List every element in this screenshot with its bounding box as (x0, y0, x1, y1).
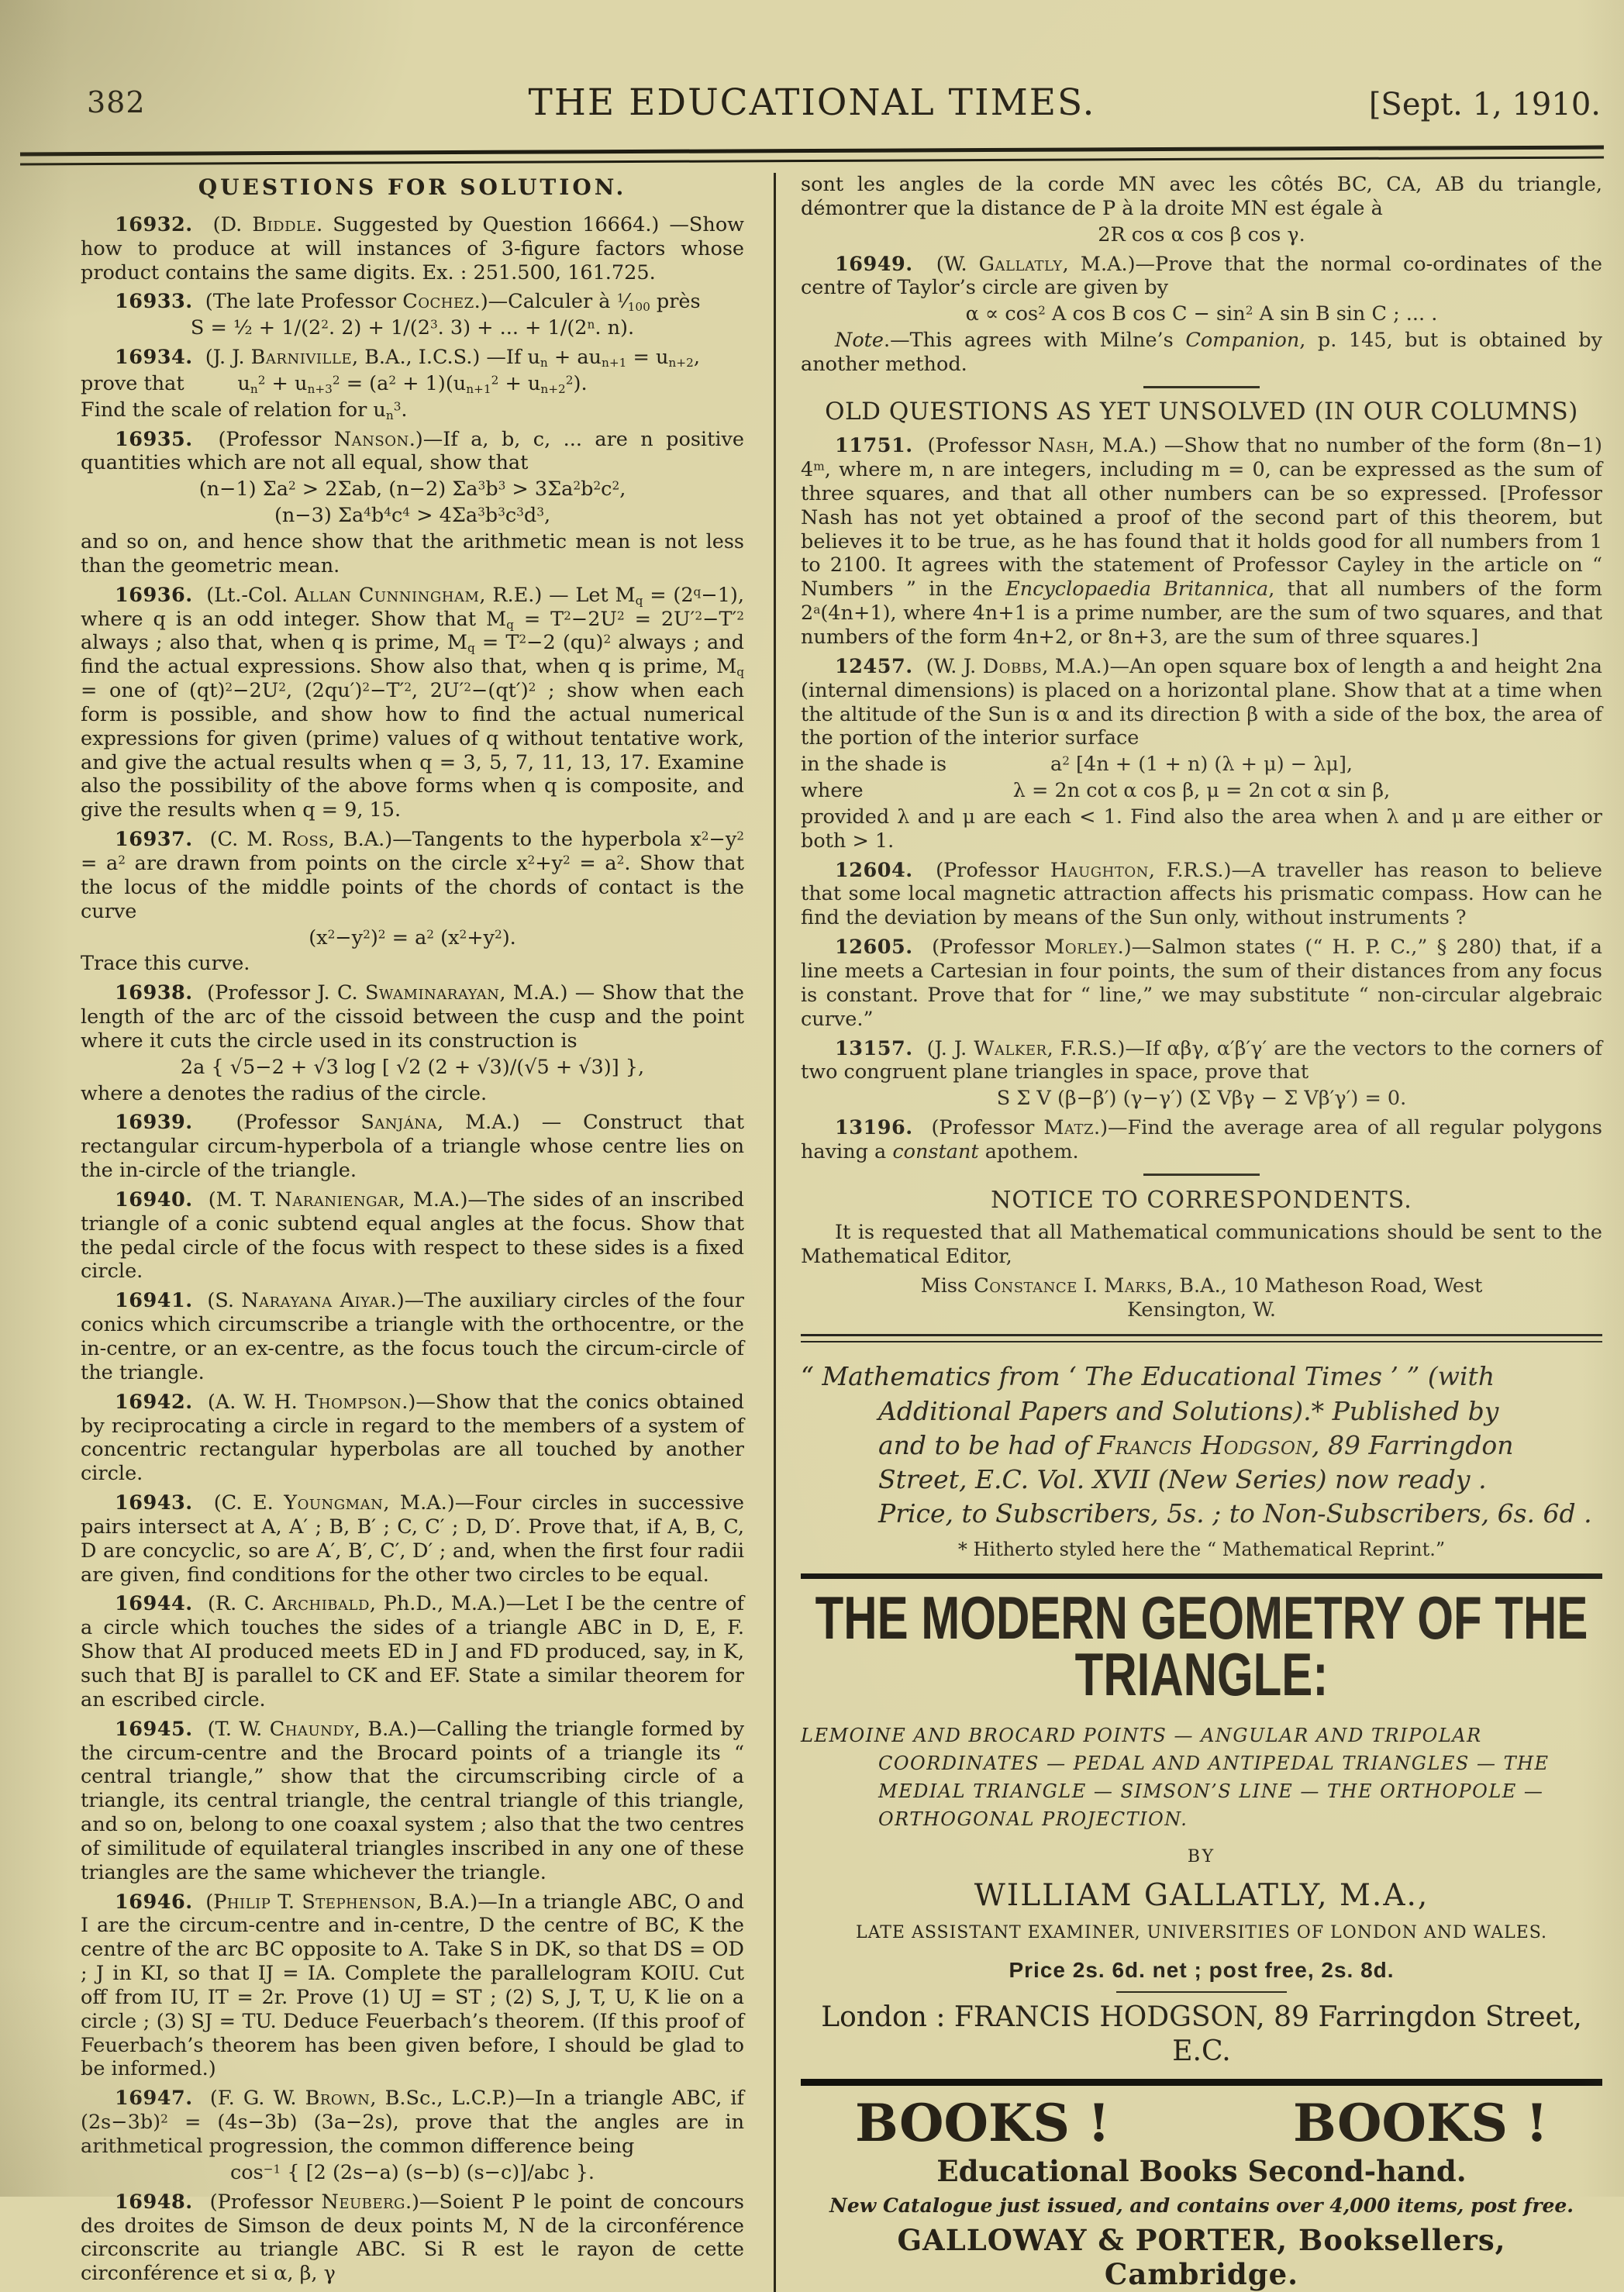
books-headline-left: BOOKS ! (855, 2093, 1110, 2154)
question-16945 (81, 1718, 744, 1885)
books-headline-row (801, 2093, 1602, 2154)
question-12457 (801, 655, 1602, 853)
formula-line: in the shade is $a^2$ [4n + (1 + n) (λ + μ) − λμ], (801, 753, 1353, 777)
question-13157 (801, 1037, 1602, 1112)
question-16941 (81, 1289, 744, 1384)
question-number: 16935. (115, 427, 193, 451)
advert-price: Price 2s. 6d. net ; post free, 2s. 8d. (1009, 1958, 1395, 1983)
question-13196 (801, 1116, 1602, 1164)
question-text: 16937. (C. M. Ross, B.A.)—Tangents to the hyperbola $x^2-y^2 = a^2$ are drawn from points on the circle $x^2+y^2 = a^2$. Show that the locus of the middle points of the chords of contact is the curve (81, 828, 745, 923)
advert-author-title: LATE ASSISTANT EXAMINER, UNIVERSITIES OF LONDON AND WALES. (855, 1922, 1548, 1942)
question-12605 (801, 936, 1602, 1031)
reprint-ad-line: Street, E.C. Vol. XVII (New Series) now ready . (878, 1464, 1487, 1495)
section-rule-2 (801, 2079, 1602, 2086)
question-number: 11751. (835, 434, 913, 458)
question-text: 13157. (J. J. Walker, F.R.S.)—If αβγ, α′β′γ′ are the vectors to the corners of two congruent plane triangles in space, prove that (801, 1036, 1602, 1084)
advert-publisher: London : FRANCIS HODGSON, 89 Farringdon Street, E.C. (821, 2001, 1582, 2067)
question-number: 16937. (115, 828, 193, 852)
books-catalogue-line: New Catalogue just issued, and contains over 4,000 items, post free. (829, 2194, 1574, 2218)
question-16935 (81, 428, 744, 578)
question-number: 12605. (835, 936, 913, 960)
question-number: 12457. (835, 654, 913, 678)
advert-subtitle: LEMOINE AND BROCARD POINTS — ANGULAR AND TRIPOLAR COORDINATES — PEDAL AND ANTIPEDAL TRIANGLES — THE MEDIAL TRIANGLE — SIMSON’S LINE — THE ORTHOPOLE — ORTHOGONAL PROJECTION. (801, 1725, 1550, 1831)
question-number: 16938. (115, 981, 193, 1005)
question-number: 16939. (115, 1111, 193, 1135)
advert-author: WILLIAM GALLATLY, M.A., (974, 1877, 1429, 1913)
column-divider-rule (774, 173, 776, 2292)
body-text: It is requested that all Mathematical communications should be sent to the Mathematical Editor, (801, 1221, 1602, 1268)
reprint-footnote: * Hitherto styled here the “ Mathematical Reprint.” (957, 1539, 1446, 1561)
reprint-ad-line: and to be had of Francis Hodgson, 89 Farringdon (878, 1429, 1514, 1460)
books-headline-right: BOOKS ! (1293, 2093, 1548, 2154)
page-header (20, 42, 1604, 124)
book-advert-modern-geometry (801, 1584, 1602, 2069)
advert-title-line1: THE MODERN GEOMETRY OF THE (815, 1584, 1588, 1652)
separator-rule (801, 1334, 1602, 1342)
page-number: 382 (87, 85, 146, 119)
question-number: 16943. (115, 1491, 193, 1515)
question-number: 16933. (115, 290, 193, 314)
question-number: 16934. (115, 346, 193, 370)
question-16944 (81, 1592, 744, 1711)
question-number: 16936. (115, 583, 193, 607)
question-number: 12604. (835, 858, 913, 882)
question-text: 16944. (R. C. Archibald, Ph.D., M.A.)—Let I be the centre of a circle which touches the sides of a triangle ABC in D, E, F. Show that AI produced meets ED in J and FD produced, say, in K, such that BJ is parallel to CK and EF. State a similar theorem for an escribed circle. (81, 1592, 744, 1711)
question-text: 16946. (Philip T. Stephenson, B.A.)—In a triangle ABC, O and I are the circum-centre and in-centre, D the centre of BC, K the centre of the arc BC opposite to A. Take S in DK, so that DS = OD ; J in KI, so that IJ = IA. Complete the parallelogram KOIU. Cut off from IU, IT = 2r. Prove (1) UJ = ST ; (2) S, J, T, U, K lie on a circle ; (3) SJ = TU. Deduce Feuerbach’s theorem. (If this proof of Feuerbach’s theorem has been given before, I should be glad to be informed.) (81, 1890, 744, 2081)
question-16942 (81, 1391, 744, 1486)
question-text: 16934. (J. J. Barniville, B.A., I.C.S.) —If $u_n + au_{n+1} = u_{n+2}$, (115, 346, 700, 370)
body-text: and so on, and hence show that the arithmetic mean is not less than the geometric mean. (81, 530, 744, 577)
body-text: sont les angles de la corde MN avec les côtés BC, CA, AB du triangle, démontrer que la distance de P à la droite MN est égale à (801, 173, 1602, 220)
question-16940 (81, 1188, 744, 1284)
formula-line: (n−3) $\Sigma a^4b^4c^4 > 4\Sigma a^3b^3c^3d^3$, (274, 504, 551, 528)
question-text: 16941. (S. Narayana Aiyar.)—The auxiliary circles of the four conics which circumscribe a triangle with the orthocentre, or the in-centre, or an ex-centre, as the focus touch the circum-circle of the triangle. (81, 1289, 744, 1384)
question-number: 13157. (835, 1036, 913, 1060)
question-number: 16947. (115, 2087, 193, 2111)
formula-line: 2a { √5−2 + √3 log [ √2 (2 + √3)/(√5 + √3)] }, (180, 1055, 645, 1079)
question-16934 (81, 346, 744, 422)
formula-line: $\alpha \propto \cos^2 A$ cos B $\cos C - \sin^2 A$ sin B sin C ; ... . (965, 302, 1438, 326)
reprint-advert-lines (801, 1360, 1602, 1531)
question-16933 (81, 290, 744, 340)
question-16946 (81, 1890, 744, 2082)
paragraph-block (801, 173, 1602, 247)
question-12604 (801, 859, 1602, 931)
books-bookseller: GALLOWAY & PORTER, Booksellers, Cambridge. (897, 2222, 1506, 2292)
question-text: 16935. (Professor Nanson.)—If a, b, c, ... are n positive quantities which are not all equal, show that (81, 427, 744, 475)
formula-line: $(x^2-y^2)^2 = a^2$ $(x^2+y^2)$. (309, 925, 516, 950)
reprint-advert (801, 1360, 1602, 1562)
centered-line: Miss Constance I. Marks, B.A., 10 Matheson Road, West (920, 1274, 1483, 1298)
question-16947 (81, 2087, 744, 2184)
body-text: Note.—This agrees with Milne’s Companion, p. 145, but is obtained by another method. (801, 329, 1603, 376)
question-number: 16948. (115, 2190, 193, 2214)
question-text: 16945. (T. W. Chaundy, B.A.)—Calling the triangle formed by the circum-centre and the Brocard points of a triangle its “ central triangle,” show that the circumscribing circle of a triangle, its central triangle, the central triangle of this triangle, and so on, belong to one coaxal system ; also that the two centres of similitude of equilateral triangles inscribed in any one of these triangles are the same whichever the triangle. (81, 1717, 744, 1884)
question-text: 16940. (M. T. Naraniengar, M.A.)—The sides of an inscribed triangle of a conic subtend equal angles at the focus. Show that the pedal circle of the focus with respect to these sides is a fixed circle. (81, 1187, 744, 1284)
reprint-ad-line: Additional Papers and Solutions).* Published by (878, 1395, 1499, 1426)
question-number: 16949. (835, 252, 913, 276)
question-number: 16946. (115, 1890, 193, 1914)
masthead-title: THE EDUCATIONAL TIMES. (528, 81, 1096, 124)
question-16949 (801, 253, 1602, 377)
question-11751 (801, 434, 1602, 650)
question-text: 16936. (Lt.-Col. Allan Cunningham, R.E.) — Let $M_q = (2^q-1)$, where q is an odd integer. Show that $M_q = T^2-2U^2 = 2U'^2-T'^2$ always ; also that, when q is prime, $M_q = T^2-2$ (qu)$^2$ always ; and find the actual expressions. Show also that, when q is prime, $M_q$ = one of $(qt)^2-2U^2$, $(2qu')^2-T'^2$, $2U'^2-(qt')^2$ ; show when each form is possible, and show how to find the actual numerical expressions for given (prime) values of q without tentative work, and give the actual results when q = 3, 5, 7, 11, 13, 17. Examine also the possibility of the above forms when q is composite, and give the results when q = 9, 15. (81, 583, 745, 822)
question-16936 (81, 584, 744, 822)
question-16932 (81, 213, 744, 285)
question-text: 16949. (W. Gallatly, M.A.)—Prove that the normal co-ordinates of the centre of Taylor’s circle are given by (801, 252, 1602, 300)
question-text: 16948. (Professor Neuberg.)—Soient P le point de concours des droites de Simson de deux points M, N de la circonférence circonscrite au triangle ABC. Si R est le rayon de cette circonférence et si α, β, γ (81, 2190, 744, 2286)
question-number: 16941. (115, 1289, 193, 1313)
formula-label: in the shade is (801, 753, 947, 777)
question-number: 16942. (115, 1390, 193, 1414)
body-text: Trace this curve. (81, 952, 250, 976)
question-16948 (81, 2190, 744, 2286)
paragraph-block (801, 1221, 1602, 1269)
section-heading: NOTICE TO CORRESPONDENTS. (991, 1186, 1412, 1214)
formula-line: S Σ V (β−β′) (γ−γ′) (Σ Vβγ − Σ Vβ′γ′) = 0. (996, 1087, 1407, 1111)
right-column (801, 173, 1604, 2292)
question-16937 (81, 828, 744, 976)
advert-title-line2: TRIANGLE: (1074, 1640, 1329, 1708)
right-column-items (801, 173, 1602, 1342)
body-text: Find the scale of relation for $u_n^3$. (81, 398, 408, 422)
header-rule (20, 146, 1604, 166)
formula-label: where (801, 779, 864, 803)
question-text: 16933. (The late Professor Cochez.)—Calculer à $^1⁄_{100}$ près (115, 290, 701, 315)
section-heading: QUESTIONS FOR SOLUTION. (198, 174, 627, 200)
reprint-ad-line: Price, to Subscribers, 5s. ; to Non-Subscribers, 6s. 6d . (878, 1498, 1592, 1529)
question-text: 12604. (Professor Haughton, F.R.S.)—A traveller has reason to believe that some local magnetic attraction affects his prismatic compass. How can he find the deviation by means of the Sun only, without instruments ? (801, 858, 1602, 930)
body-text: where a denotes the radius of the circle. (81, 1081, 488, 1105)
question-16939 (81, 1111, 744, 1183)
formula-line: prove that $u_n^2 + u_{n+3}^2 = (a^2 + 1)(u_{n+1}^2 + u_{n+2}^2)$. (81, 371, 588, 396)
question-number: 16944. (115, 1592, 193, 1616)
left-column (81, 173, 744, 2292)
question-16938 (81, 981, 744, 1105)
question-16943 (81, 1491, 744, 1587)
question-text: 11751. (Professor Nash, M.A.) —Show that no number of the form (8n−1) 4$^m$, where m, n are integers, including m = 0, can be expressed as the sum of three squares, and that all other numbers can be so expressed. [Professor Nash has not yet obtained a proof of the second part of this theorem, but believes it to be true, as he has found that it holds good for all numbers from 1 to 2100. It agrees with the statement of Professor Cayley in the article on “ Numbers ” in the Encyclopaedia Britannica, that all numbers of the form $2^a(4n+1)$, where 4n+1 is a prime number, are the sum of two squares, and that numbers of the form 4n+2, or 8n+3, are the sum of three squares.] (801, 434, 1602, 649)
formula-line: 2R cos α cos β cos γ. (1098, 222, 1305, 246)
issue-date: [Sept. 1, 1910. (1368, 87, 1601, 122)
question-text: 16947. (F. G. W. Brown, B.Sc., L.C.P.)—In a triangle ABC, if $(2s-3b)^2 = (4s-3b)$ (3a−2s), prove that the angles are in arithmetical progression, the common difference being (81, 2087, 744, 2158)
formula-line: where λ = 2n cot α cos β, μ = 2n cot α sin β, (801, 779, 1391, 803)
page-columns (20, 173, 1604, 2292)
advert-by-label: BY (1187, 1847, 1216, 1867)
question-text: 16939. (Professor Sanjána, M.A.) — Construct that rectangular circum-hyperbola of a triangle whose centre lies on the in-circle of the triangle. (81, 1111, 744, 1183)
centered-line: Kensington, W. (1127, 1298, 1276, 1322)
question-text: 13196. (Professor Matz.)—Find the average area of all regular polygons having a constant apothem. (801, 1116, 1602, 1163)
formula-line: S = ½ + $1/(2^2$. $2) + 1/(2^3$. 3) + ... + $1/(2^n$. n). (190, 316, 635, 340)
separator-rule (1143, 1174, 1260, 1176)
books-subtitle: Educational Books Second-hand. (936, 2153, 1467, 2188)
question-text: 12605. (Professor Morley.)—Salmon states (“ H. P. C.,” § 280) that, if a line meets a Cartesian in four points, the sum of their distances from any focus is constant. Prove that for “ line,” we may substitute “ non-circular algebraic curve.” (801, 936, 1602, 1031)
section-rule (801, 1573, 1602, 1579)
question-text: 16943. (C. E. Youngman, M.A.)—Four circles in successive pairs intersect at A, A′ ; B, B′ ; C, C′ ; D, D′. Prove that, if A, B, C, D are concyclic, so are A′, B′, C′, D′ ; and, when the first four radii are given, find conditions for the other two circles to be equal. (81, 1491, 744, 1587)
question-number: 16945. (115, 1717, 193, 1741)
formula-label: prove that (81, 371, 184, 395)
question-number: 16940. (115, 1187, 193, 1211)
question-number: 16932. (115, 212, 193, 236)
question-text: 12457. (W. J. Dobbs, M.A.)—An open square box of length a and height 2na (internal dimensions) is placed on a horizontal plane. Show that at a time when the altitude of the Sun is α and its direction β with a side of the box, the area of the portion of the interior surface (801, 654, 1602, 750)
separator-rule (1143, 386, 1260, 388)
reprint-ad-line: “ Mathematics from ‘ The Educational Times ’ ” (with (801, 1361, 1495, 1392)
formula-line: $\cos^{-1}$ { [2 (2s−a) (s−b) (s−c)]/abc }. (229, 2160, 595, 2184)
question-number: 13196. (835, 1116, 913, 1140)
question-text: 16942. (A. W. H. Thompson.)—Show that the conics obtained by reciprocating a circle in regard to the members of a system of concentric rectangular hyperbolas are all touched by another circle. (81, 1390, 744, 1486)
section-heading: OLD QUESTIONS AS YET UNSOLVED (IN OUR COLUMNS) (825, 397, 1578, 426)
formula-line: (n−1) $\Sigma a^2 > 2\Sigma ab$, (n−2) $\Sigma a^3b^3 > 3\Sigma a^2b^2c^2$, (198, 477, 626, 501)
body-text: provided λ and μ are each < 1. Find also the area when λ and μ are either or both > 1. (801, 805, 1602, 853)
question-text: 16938. (Professor J. C. Swaminarayan, M.A.) — Show that the length of the arc of the cissoid between the cusp and the point where it cuts the circle used in its construction is (81, 981, 744, 1053)
books-advert (801, 2093, 1602, 2292)
question-text: 16932. (D. Biddle. Suggested by Question 16664.) —Show how to produce at will instances of 3-figure factors whose product contains the same digits. Ex. : 251.500, 161.725. (81, 212, 744, 284)
advert-rule (1116, 1991, 1287, 1993)
